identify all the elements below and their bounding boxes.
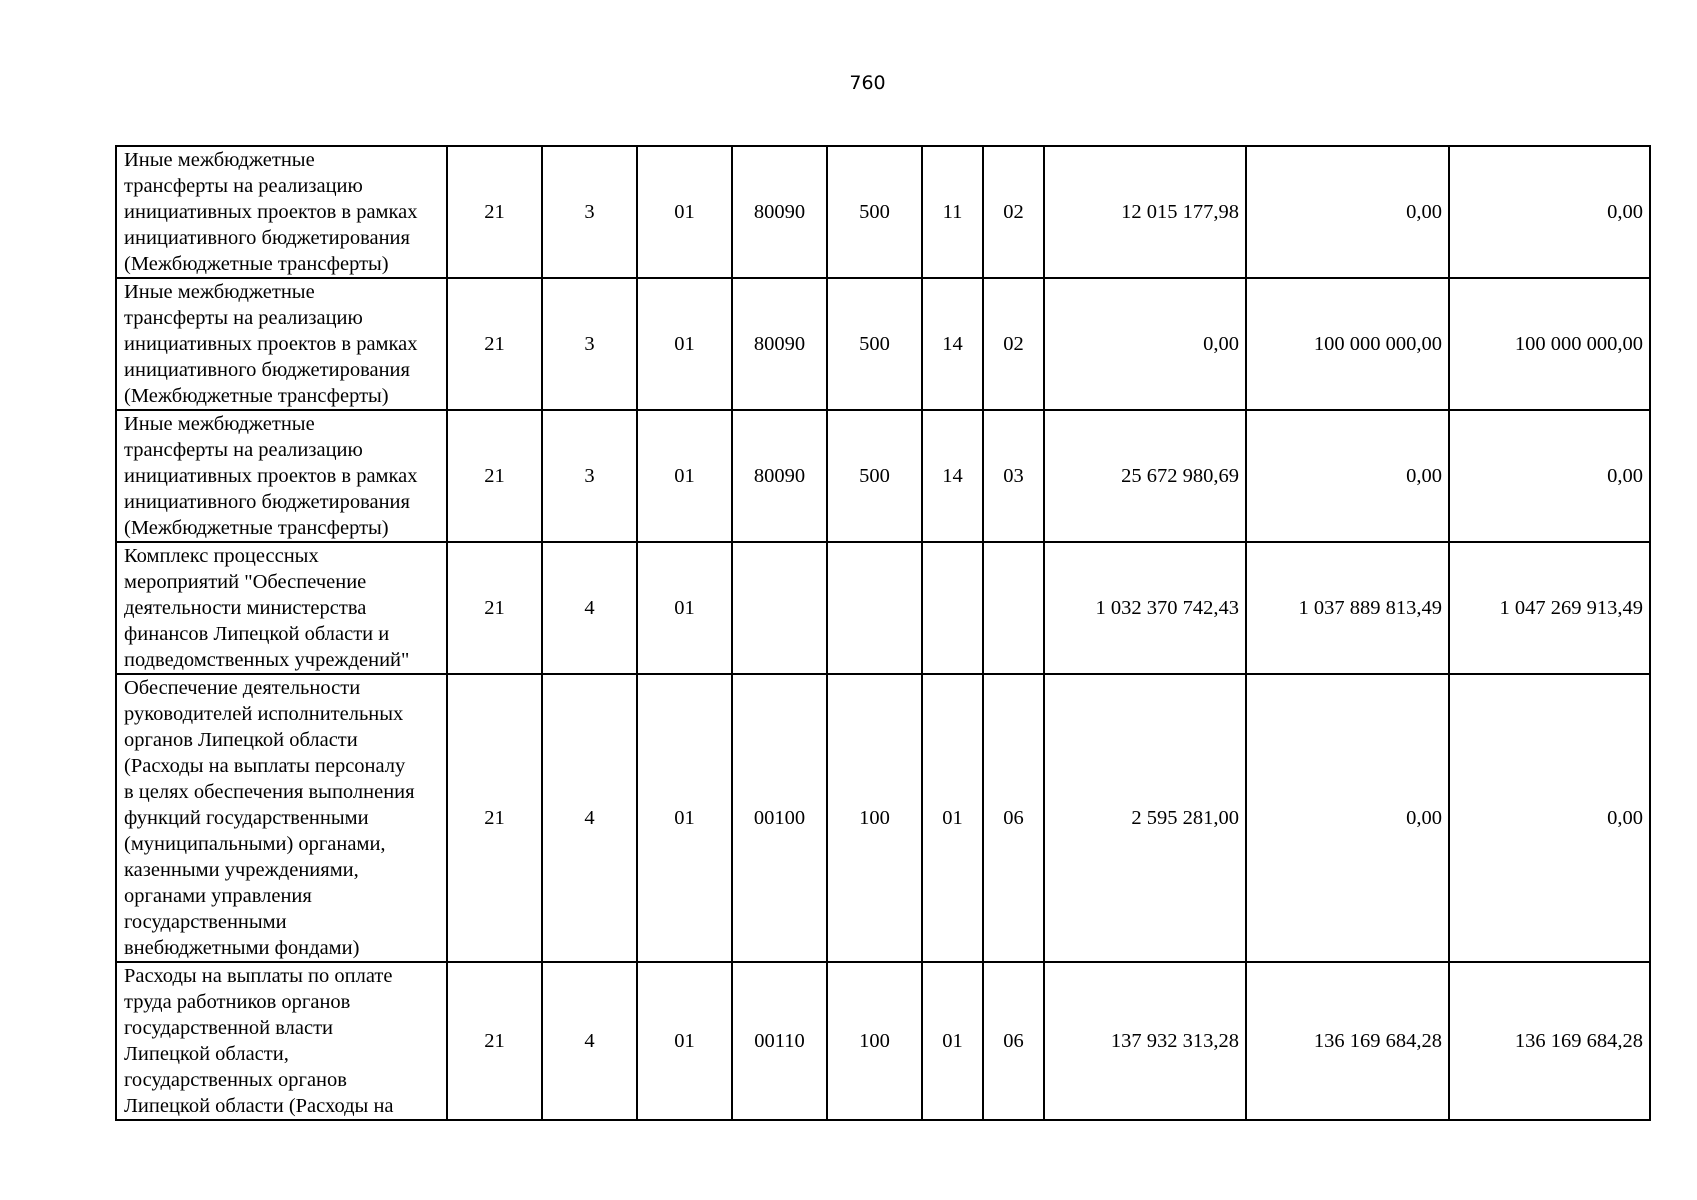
row-name-line: инициативных проектов в рамках [124, 465, 418, 487]
amount-cell-3: 1 047 269 913,49 [1449, 542, 1650, 674]
row-name-line: инициативного бюджетирования [124, 227, 410, 249]
code-cell-4: 00100 [732, 674, 827, 962]
amount-cell-1: 0,00 [1044, 278, 1246, 410]
code-cell-4: 00110 [732, 962, 827, 1120]
code-cell-1: 21 [447, 674, 542, 962]
table-row [116, 962, 1650, 1120]
table-body [116, 146, 1650, 1120]
amount-cell-1: 25 672 980,69 [1044, 410, 1246, 542]
code-cell-3: 01 [637, 410, 732, 542]
row-name-line: в целях обеспечения выполнения [124, 781, 415, 803]
code-cell-6: 14 [922, 278, 983, 410]
code-cell-2: 4 [542, 962, 637, 1120]
row-name-line: (Межбюджетные трансферты) [124, 385, 389, 407]
code-cell-7 [983, 542, 1044, 674]
row-name-cell [116, 674, 447, 962]
budget-table [115, 145, 1651, 1121]
amount-cell-1: 12 015 177,98 [1044, 146, 1246, 278]
table-row [116, 674, 1650, 962]
amount-cell-3: 0,00 [1449, 674, 1650, 962]
row-name-line: государственных органов [124, 1069, 347, 1091]
code-cell-7: 03 [983, 410, 1044, 542]
amount-cell-3: 0,00 [1449, 146, 1650, 278]
row-name-cell [116, 410, 447, 542]
row-name-line: (Расходы на выплаты персоналу [124, 755, 406, 777]
page-number: 760 [849, 72, 886, 94]
amount-cell-3: 0,00 [1449, 410, 1650, 542]
code-cell-2: 4 [542, 674, 637, 962]
code-cell-7: 02 [983, 146, 1044, 278]
code-cell-6: 11 [922, 146, 983, 278]
row-name-line: Расходы на выплаты по оплате [124, 965, 393, 987]
row-name-cell [116, 146, 447, 278]
row-name-line: Обеспечение деятельности [124, 677, 361, 699]
row-name-line: казенными учреждениями, [124, 859, 359, 881]
row-name-line: Иные межбюджетные [124, 413, 315, 435]
code-cell-7: 06 [983, 962, 1044, 1120]
code-cell-6: 01 [922, 674, 983, 962]
row-name-line: (Межбюджетные трансферты) [124, 253, 389, 275]
row-name-line: (Межбюджетные трансферты) [124, 517, 389, 539]
row-name-line: трансферты на реализацию [124, 175, 363, 197]
code-cell-6: 01 [922, 962, 983, 1120]
code-cell-6: 14 [922, 410, 983, 542]
row-name-line: инициативного бюджетирования [124, 491, 410, 513]
code-cell-4: 80090 [732, 410, 827, 542]
amount-cell-1: 2 595 281,00 [1044, 674, 1246, 962]
code-cell-2: 3 [542, 410, 637, 542]
code-cell-5: 500 [827, 146, 922, 278]
row-name-line: инициативных проектов в рамках [124, 201, 418, 223]
code-cell-2: 3 [542, 146, 637, 278]
code-cell-5: 500 [827, 410, 922, 542]
row-name-line: Липецкой области (Расходы на [124, 1095, 394, 1117]
row-name-cell [116, 278, 447, 410]
row-name-line: функций государственными [124, 807, 369, 829]
row-name-line: государственной власти [124, 1017, 333, 1039]
code-cell-1: 21 [447, 410, 542, 542]
row-name-line: внебюджетными фондами) [124, 937, 360, 959]
amount-cell-2: 0,00 [1246, 674, 1449, 962]
table-row [116, 542, 1650, 674]
code-cell-4: 80090 [732, 278, 827, 410]
code-cell-6 [922, 542, 983, 674]
amount-cell-3: 136 169 684,28 [1449, 962, 1650, 1120]
code-cell-2: 3 [542, 278, 637, 410]
row-name-line: Комплекс процессных [124, 545, 319, 567]
code-cell-1: 21 [447, 962, 542, 1120]
row-name-line: трансферты на реализацию [124, 307, 363, 329]
code-cell-3: 01 [637, 278, 732, 410]
row-name-line: трансферты на реализацию [124, 439, 363, 461]
amount-cell-1: 137 932 313,28 [1044, 962, 1246, 1120]
code-cell-5 [827, 542, 922, 674]
table-row [116, 146, 1650, 278]
code-cell-3: 01 [637, 674, 732, 962]
row-name-line: подведомственных учреждений" [124, 649, 410, 671]
code-cell-4: 80090 [732, 146, 827, 278]
row-name-line: инициативных проектов в рамках [124, 333, 418, 355]
row-name-line: органами управления [124, 885, 312, 907]
row-name-line: финансов Липецкой области и [124, 623, 390, 645]
code-cell-7: 02 [983, 278, 1044, 410]
code-cell-2: 4 [542, 542, 637, 674]
row-name-line: труда работников органов [124, 991, 351, 1013]
code-cell-1: 21 [447, 146, 542, 278]
code-cell-1: 21 [447, 542, 542, 674]
amount-cell-1: 1 032 370 742,43 [1044, 542, 1246, 674]
row-name-line: инициативного бюджетирования [124, 359, 410, 381]
amount-cell-2: 0,00 [1246, 146, 1449, 278]
code-cell-5: 100 [827, 962, 922, 1120]
code-cell-4 [732, 542, 827, 674]
amount-cell-2: 1 037 889 813,49 [1246, 542, 1449, 674]
code-cell-1: 21 [447, 278, 542, 410]
row-name-line: Иные межбюджетные [124, 281, 315, 303]
table-row [116, 410, 1650, 542]
row-name-line: руководителей исполнительных [124, 703, 404, 725]
row-name-line: Иные межбюджетные [124, 149, 315, 171]
amount-cell-3: 100 000 000,00 [1449, 278, 1650, 410]
row-name-cell [116, 542, 447, 674]
row-name-line: государственными [124, 911, 287, 933]
amount-cell-2: 136 169 684,28 [1246, 962, 1449, 1120]
code-cell-3: 01 [637, 542, 732, 674]
amount-cell-2: 0,00 [1246, 410, 1449, 542]
code-cell-3: 01 [637, 962, 732, 1120]
row-name-line: деятельности министерства [124, 597, 367, 619]
code-cell-5: 500 [827, 278, 922, 410]
row-name-line: мероприятий "Обеспечение [124, 571, 367, 593]
row-name-line: органов Липецкой области [124, 729, 358, 751]
table-row [116, 278, 1650, 410]
code-cell-7: 06 [983, 674, 1044, 962]
code-cell-5: 100 [827, 674, 922, 962]
amount-cell-2: 100 000 000,00 [1246, 278, 1449, 410]
row-name-cell [116, 962, 447, 1120]
row-name-line: (муниципальными) органами, [124, 833, 386, 855]
code-cell-3: 01 [637, 146, 732, 278]
row-name-line: Липецкой области, [124, 1043, 289, 1065]
